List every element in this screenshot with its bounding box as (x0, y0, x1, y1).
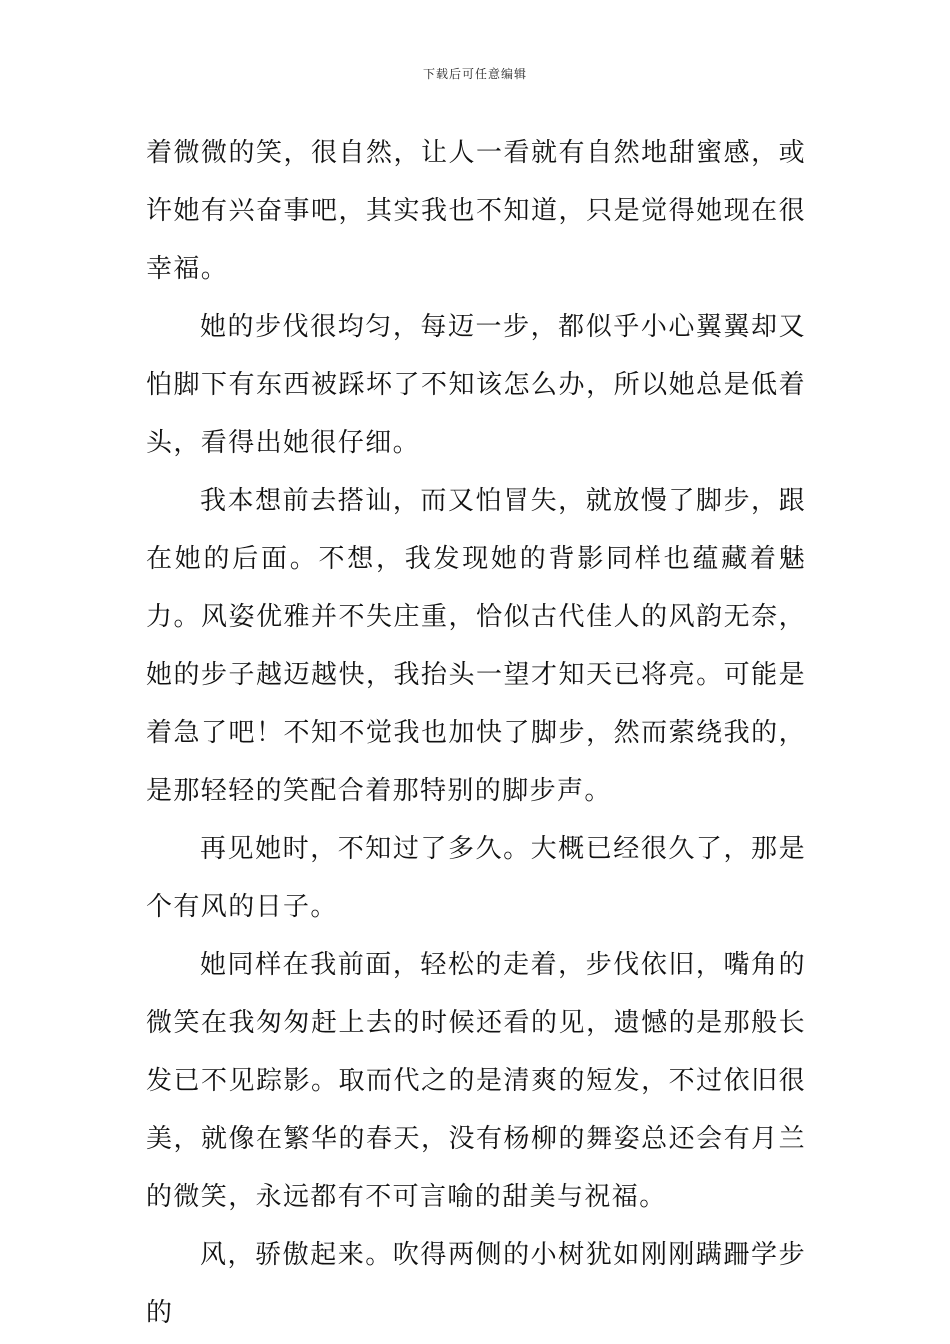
paragraph-1: 着微微的笑，很自然，让人一看就有自然地甜蜜感，或许她有兴奋事吧，其实我也不知道，只是觉得她现在很幸福。 (146, 138, 806, 284)
page-header: 下载后可任意编辑 (422, 67, 527, 81)
paragraph-2: 她的步伐很均匀，每迈一步，都似乎小心翼翼却又怕脚下有东西被踩坏了不知该怎么办，所以她总是低着头，看得出她很仔细。 (146, 312, 806, 458)
paragraph-4: 再见她时，不知过了多久。大概已经很久了，那是个有风的日子。 (146, 834, 806, 922)
paragraph-6: 风，骄傲起来。吹得两侧的小树犹如刚刚蹒跚学步的 (146, 1240, 806, 1328)
paragraph-3: 我本想前去搭讪，而又怕冒失，就放慢了脚步，跟在她的后面。不想，我发现她的背影同样也蕴藏着魅力。风姿优雅并不失庄重，恰似古代佳人的风韵无奈，她的步子越迈越快，我抬头一望才知天已将亮。可能是着急了吧！不知不觉我也加快了脚步，然而萦绕我的，是那轻轻的笑配合着那特别的脚步声。 (146, 486, 806, 806)
document-body (146, 124, 806, 1342)
paragraph-5: 她同样在我前面，轻松的走着，步伐依旧，嘴角的微笑在我匆匆赶上去的时候还看的见，遗憾的是那般长发已不见踪影。取而代之的是清爽的短发，不过依旧很美，就像在繁华的春天，没有杨柳的舞姿总还会有月兰的微笑，永远都有不可言喻的甜美与祝福。 (146, 950, 806, 1212)
